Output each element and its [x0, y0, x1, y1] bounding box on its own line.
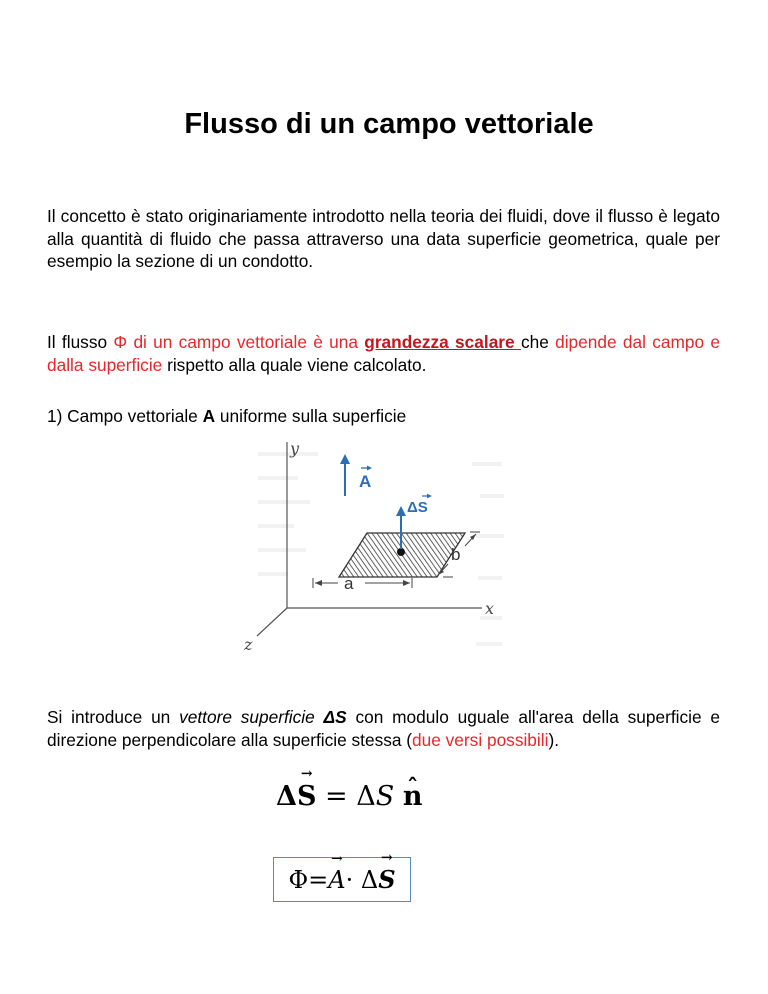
- definition-paragraph: [47, 331, 720, 376]
- x-axis-label: x: [485, 599, 495, 618]
- eq2-vector-s: → S: [378, 865, 395, 894]
- surface-vector-equation: [276, 781, 422, 812]
- definition-text: Il flusso: [47, 332, 114, 352]
- y-axis-label: y: [290, 439, 300, 458]
- surface-vector-paragraph: [47, 706, 720, 751]
- z-axis-label: z: [244, 635, 253, 654]
- sv-text: Si introduce un: [47, 707, 180, 727]
- dimension-b-label: b: [451, 545, 461, 564]
- vector-a-label: A: [202, 406, 216, 426]
- scalar-highlight: grandezza scalare: [364, 332, 521, 352]
- eq2-phi: Φ: [288, 865, 309, 894]
- eq1-vector-s: → S: [297, 781, 317, 812]
- sv-text: [315, 707, 324, 727]
- eq2-equals: =: [308, 865, 329, 894]
- dimension-a-label: a: [344, 574, 354, 593]
- flux-formula-box: [273, 857, 411, 902]
- definition-text: che: [520, 332, 556, 352]
- eq1-unit-normal: ˆ n: [403, 781, 423, 812]
- surface-center-dot: [397, 548, 405, 556]
- eq1-scalar-s: S: [375, 781, 395, 812]
- case-text: 1) Campo vettoriale: [47, 406, 203, 426]
- sv-text: con modulo uguale all'area della superficie e direzione perpendicolare alla superficie stessa (: [47, 707, 721, 750]
- field-vector-label: A: [359, 472, 372, 491]
- eq2-vector-a: → A: [328, 866, 345, 894]
- case-text: uniforme sulla superficie: [215, 406, 407, 426]
- intro-paragraph: Il concetto è stato originariamente introdotto nella teoria dei fluidi, dove il flusso è legato alla quantità di fluido che passa attraverso una data superficie geometrica, quale per esempio la sezione di un condotto.: [47, 206, 720, 271]
- definition-text: di un campo vettoriale è una: [127, 332, 365, 352]
- sv-text: ).: [548, 729, 559, 750]
- delta-s-symbol: ΔS: [323, 707, 347, 727]
- case-heading: [47, 405, 720, 428]
- surface-vector-term: vettore superficie: [179, 707, 315, 727]
- figure-svg: [240, 436, 510, 662]
- two-directions-highlight: due versi possibili: [412, 729, 549, 750]
- eq2-dot-delta: · Δ: [345, 865, 379, 894]
- depends-highlight: dipende dal campo e dalla superficie: [47, 332, 720, 375]
- definition-text: rispetto alla quale viene calcolato.: [162, 354, 427, 375]
- eq1-delta: Δ: [276, 781, 297, 812]
- phi-symbol: Φ: [113, 332, 128, 352]
- page-title: Flusso di un campo vettoriale: [184, 108, 594, 140]
- eq1-equals-delta: = Δ: [316, 781, 376, 812]
- normal-vector-label: ΔS: [407, 499, 428, 516]
- surface-flux-figure: [240, 436, 510, 662]
